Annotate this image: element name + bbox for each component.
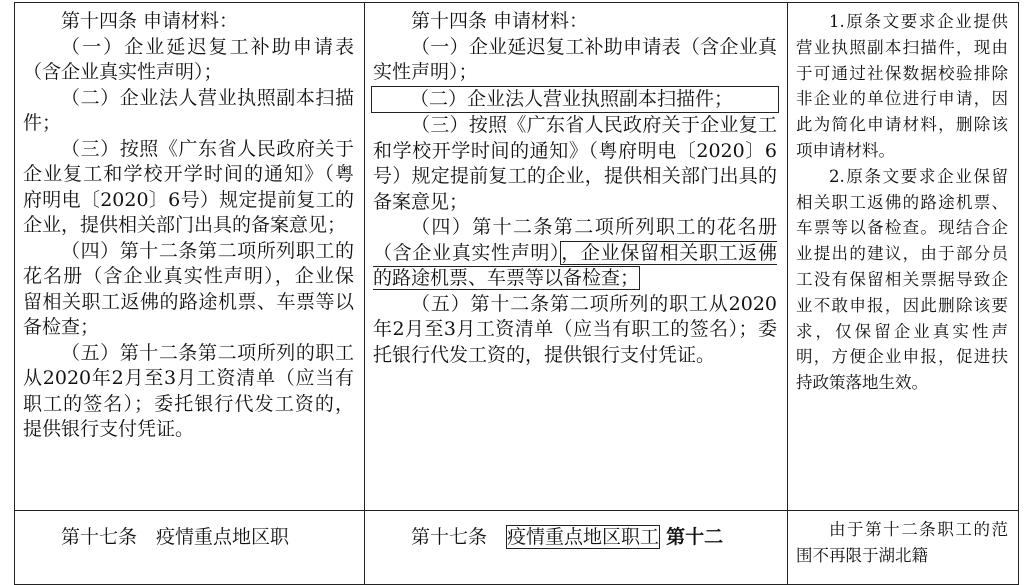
article-14-heading-original: 第十四条 申请材料： (61, 10, 239, 32)
reason-cell-17 (788, 511, 1019, 585)
original-item-4: （四）第十二条第二项所列职工的花名册（含企业真实性声明），企业保留相关职工返佛的路途机票、车票等以备检查； (23, 239, 354, 338)
article-17-revised-added: 第十二 (666, 526, 724, 548)
article-14-heading-revised: 第十四条 申请材料： (411, 10, 589, 32)
original-text-cell-17 (15, 511, 365, 585)
original-text-cell (15, 3, 365, 511)
article-17-revised-prefix: 第十七条 (411, 526, 507, 548)
article-17-original: 第十七条 疫情重点地区职 (61, 526, 290, 548)
original-item-2: （二）企业法人营业执照副本扫描件； (23, 86, 354, 134)
reason-1: 1.原条文要求企业提供营业执照副本扫描件，现由于可通过社保数据校验排除非企业的单位进行申请，因此为简化申请材料，删除该项申请材料。 (796, 12, 1008, 160)
revised-text-cell-17 (365, 511, 788, 585)
revised-item-4 (373, 215, 777, 292)
revised-item-3: （三）按照《广东省人民政府关于企业复工和学校开学时间的通知》（粤府明电〔2020〕6号）规定提前复工的企业，提供相关部门出具的备案意见； (373, 114, 777, 213)
reason-2: 2.原条文要求企业保留相关职工返佛的路途机票、车票等以备检查。现结合企业提出的建议，由于部分员工没有保留相关票据导致企业不敢申报，因此删除该要求，仅保留企业真实性声明，方便企业申报，促进扶持政策落地生效。 (796, 166, 1008, 393)
original-item-5: （五）第十二条第二项所列的职工从2020年2月至3月工资清单（应当有职工的签名）；委托银行代发工资的，提供银行支付凭证。 (23, 341, 354, 440)
original-item-3: （三）按照《广东省人民政府关于企业复工和学校开学时间的通知》（粤府明电〔2020〕6号）规定提前复工的企业，提供相关部门出具的备案意见； (23, 137, 354, 236)
row-article-17 (15, 511, 1019, 585)
revised-text-cell (365, 3, 788, 511)
reason-cell (788, 3, 1019, 511)
reason-article-17: 由于第十二条职工的范围不再限于湖北籍 (796, 520, 1008, 565)
revised-item-2-deleted: （二）企业法人营业执照副本扫描件； (371, 86, 779, 114)
revised-item-5: （五）第十二条第二项所列的职工从2020年2月至3月工资清单（应当有职工的签名）；委托银行代发工资的，提供银行支付凭证。 (373, 292, 777, 366)
comparison-table (14, 2, 1019, 585)
article-17-revised-deleted: 疫情重点地区职工 (507, 526, 660, 548)
article-17-revised (373, 525, 777, 551)
revised-item-1: （一）企业延迟复工补助申请表（含企业真实性声明）； (373, 35, 777, 83)
revised-item-4-text: （四）第十二条第二项所列职工的花名册（含企业真实性声明） (373, 216, 777, 264)
row-article-14 (15, 3, 1019, 511)
revised-item-4-deleted: ，企业保留相关职工返佛的路途机票、车票等以备检查； (373, 241, 777, 289)
original-item-1: （一）企业延迟复工补助申请表（含企业真实性声明）； (23, 35, 354, 83)
